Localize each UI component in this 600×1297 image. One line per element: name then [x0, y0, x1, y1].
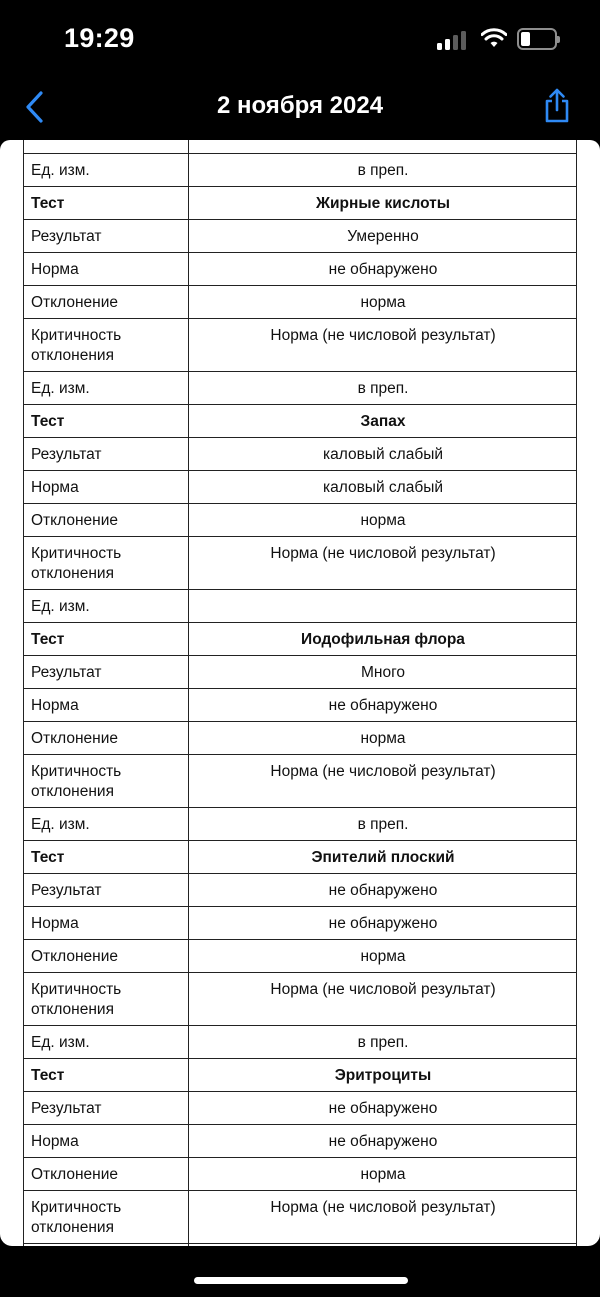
row-label: Отклонение: [24, 722, 189, 755]
table-row: [24, 1026, 577, 1059]
row-value: в преп.: [189, 154, 577, 187]
table-row: [24, 656, 577, 689]
table-row: [24, 689, 577, 722]
row-label: Тест: [24, 623, 189, 656]
row-value: Норма (не числовой результат): [189, 537, 577, 590]
row-value: [189, 1244, 577, 1247]
row-value: в преп.: [189, 808, 577, 841]
table-row: [24, 154, 577, 187]
row-label: Отклонение: [24, 504, 189, 537]
table-row: [24, 1158, 577, 1191]
test-header-row: [24, 405, 577, 438]
row-value: Умеренно: [189, 220, 577, 253]
page-title: 2 ноября 2024: [216, 92, 384, 119]
row-value: Норма (не числовой результат): [189, 755, 577, 808]
results-table: [23, 140, 577, 1246]
row-label: [24, 140, 189, 154]
row-label: Норма: [24, 1125, 189, 1158]
row-label: Результат: [24, 220, 189, 253]
row-label: Тест: [24, 187, 189, 220]
row-label: Тест: [24, 841, 189, 874]
test-header-row: [24, 1059, 577, 1092]
row-label: Норма: [24, 253, 189, 286]
row-label: Результат: [24, 1092, 189, 1125]
table-row: [24, 286, 577, 319]
row-label: Ед. изм.: [24, 590, 189, 623]
row-value: Жирные кислоты: [189, 187, 577, 220]
table-row: [24, 940, 577, 973]
table-row: [24, 907, 577, 940]
row-value: норма: [189, 940, 577, 973]
table-row: [24, 438, 577, 471]
status-bar: [0, 0, 600, 80]
table-row: [24, 874, 577, 907]
table-row: [24, 140, 577, 154]
row-label: Результат: [24, 438, 189, 471]
row-value: [189, 590, 577, 623]
row-value: норма: [189, 1158, 577, 1191]
row-value: в преп.: [189, 372, 577, 405]
row-label: Отклонение: [24, 940, 189, 973]
table-row: [24, 755, 577, 808]
battery-icon: [517, 28, 557, 50]
row-label: Ед. изм.: [24, 808, 189, 841]
row-label: Ед. изм.: [24, 154, 189, 187]
test-header-row: [24, 623, 577, 656]
row-value: каловый слабый: [189, 438, 577, 471]
navigation-bar: [0, 80, 600, 138]
row-value: не обнаружено: [189, 874, 577, 907]
row-value: не обнаружено: [189, 689, 577, 722]
share-button[interactable]: [538, 84, 576, 128]
table-row: [24, 1244, 577, 1247]
share-icon: [542, 88, 572, 124]
row-value: не обнаружено: [189, 1092, 577, 1125]
row-value: норма: [189, 286, 577, 319]
row-value: Норма (не числовой результат): [189, 1191, 577, 1244]
table-row: [24, 590, 577, 623]
row-value: не обнаружено: [189, 907, 577, 940]
row-label: Отклонение: [24, 286, 189, 319]
row-value: Эритроциты: [189, 1059, 577, 1092]
table-row: [24, 1092, 577, 1125]
row-label: Ед. изм.: [24, 1026, 189, 1059]
row-label: Критичность отклонения: [24, 319, 189, 372]
test-header-row: [24, 841, 577, 874]
row-value: Иодофильная флора: [189, 623, 577, 656]
row-value: [189, 140, 577, 154]
row-label: Критичность отклонения: [24, 537, 189, 590]
table-row: [24, 808, 577, 841]
table-row: [24, 537, 577, 590]
row-label: Результат: [24, 874, 189, 907]
row-label: Отклонение: [24, 1158, 189, 1191]
row-label: Норма: [24, 471, 189, 504]
table-row: [24, 973, 577, 1026]
table-row: [24, 1191, 577, 1244]
test-header-row: [24, 187, 577, 220]
row-label: Критичность отклонения: [24, 755, 189, 808]
row-label: Норма: [24, 907, 189, 940]
row-value: норма: [189, 504, 577, 537]
status-time: 19:29: [64, 23, 135, 53]
row-value: Много: [189, 656, 577, 689]
row-label: Критичность отклонения: [24, 1191, 189, 1244]
table-row: [24, 319, 577, 372]
row-label: Тест: [24, 405, 189, 438]
row-value: Запах: [189, 405, 577, 438]
wifi-icon: [481, 28, 507, 50]
home-indicator[interactable]: [194, 1277, 408, 1284]
table-row: [24, 372, 577, 405]
table-row: [24, 722, 577, 755]
table-row: [24, 471, 577, 504]
row-value: в преп.: [189, 1026, 577, 1059]
table-row: [24, 220, 577, 253]
row-value: не обнаружено: [189, 1125, 577, 1158]
row-label: Норма: [24, 689, 189, 722]
cellular-signal-icon: [437, 28, 469, 50]
row-value: Эпителий плоский: [189, 841, 577, 874]
row-value: Норма (не числовой результат): [189, 319, 577, 372]
row-label: Тест: [24, 1059, 189, 1092]
row-value: норма: [189, 722, 577, 755]
row-label: Критичность отклонения: [24, 973, 189, 1026]
document-viewer[interactable]: [0, 140, 600, 1246]
table-row: [24, 253, 577, 286]
row-label: Результат: [24, 656, 189, 689]
row-value: не обнаружено: [189, 253, 577, 286]
table-row: [24, 504, 577, 537]
row-value: каловый слабый: [189, 471, 577, 504]
table-row: [24, 1125, 577, 1158]
row-label: Ед. изм.: [24, 372, 189, 405]
row-value: Норма (не числовой результат): [189, 973, 577, 1026]
row-label: [24, 1244, 189, 1247]
